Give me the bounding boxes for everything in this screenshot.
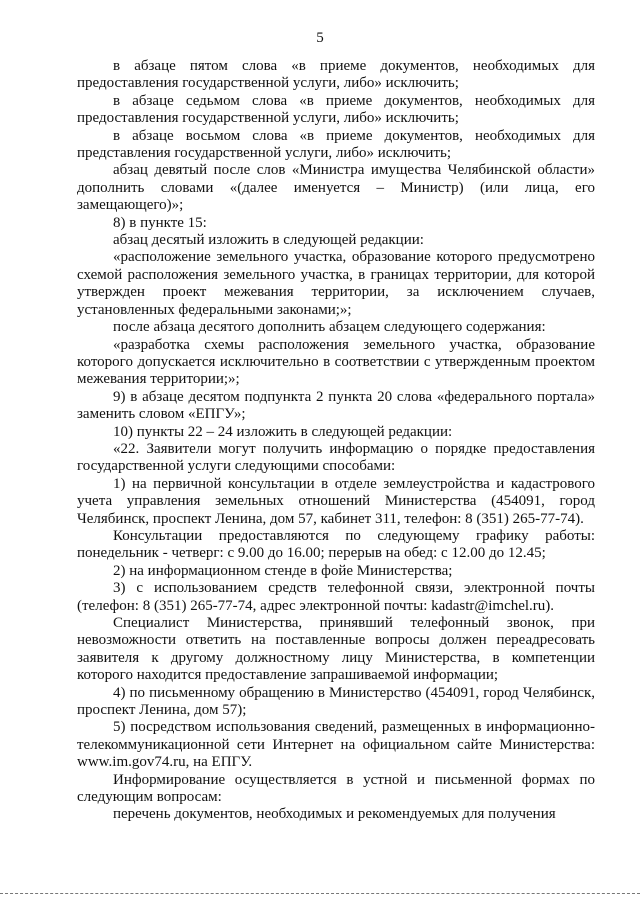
paragraph-6: абзац десятый изложить в следующей редакции:	[113, 232, 424, 249]
paragraph-21: перечень документов, необходимых и рекомендуемых для получения	[113, 806, 556, 823]
paragraph-7: «расположение земельного участка, образование которого предусмотрено схемой расположения земельного участка, в границах территории, для которой утвержден проект межевания территории, за исключением случаев, установленных федеральными законами;»;	[77, 249, 595, 318]
page-bottom-divider	[0, 893, 640, 894]
paragraph-8: после абзаца десятого дополнить абзацем следующего содержания:	[113, 319, 546, 336]
paragraph-14: Консультации предоставляются по следующему графику работы: понедельник - четверг: с 9.00 до 16.00; перерыв на обед: с 12.00 до 12.45;	[77, 527, 595, 562]
paragraph-12: «22. Заявители могут получить информацию о порядке предоставления государственной услуги следующими способами:	[77, 440, 595, 475]
paragraph-18: 4) по письменному обращению в Министерство (454091, город Челябинск, проспект Ленина, дом 57);	[77, 684, 595, 719]
paragraph-3: в абзаце восьмом слова «в приеме документов, необходимых для представления государственной услуги, либо» исключить;	[77, 127, 595, 162]
document-body	[77, 58, 595, 824]
page-number: 5	[316, 30, 324, 46]
paragraph-5: 8) в пункте 15:	[113, 214, 207, 231]
paragraph-9: «разработка схемы расположения земельного участка, образование которого допускается исключительно в соответствии с утвержденным проектом межевания территории;»;	[77, 336, 595, 388]
paragraph-2: в абзаце седьмом слова «в приеме документов, необходимых для предоставления государственной услуги, либо» исключить;	[77, 92, 595, 127]
paragraph-20: Информирование осуществляется в устной и письменной формах по следующим вопросам:	[77, 771, 595, 806]
paragraph-4: абзац девятый после слов «Министра имущества Челябинской области» дополнить словами «(далее именуется – Министр) (или лица, его замещающего)»;	[77, 162, 595, 214]
paragraph-19: 5) посредством использования сведений, размещенных в информационно-телекоммуникационной сети Интернет на официальном сайте Министерства: www.im.gov74.ru, на ЕПГУ.	[77, 719, 595, 771]
paragraph-15: 2) на информационном стенде в фойе Министерства;	[113, 562, 453, 579]
paragraph-11: 10) пункты 22 – 24 изложить в следующей редакции:	[113, 423, 453, 440]
paragraph-10: 9) в абзаце десятом подпункта 2 пункта 20 слова «федерального портала» заменить словом «ЕПГУ»;	[77, 388, 595, 423]
paragraph-17: Специалист Министерства, принявший телефонный звонок, при невозможности ответить на поставленные вопросы должен переадресовать заявителя к другому должностному лицу Министерства, в компетенции которого находится предоставление запрашиваемой информации;	[77, 615, 595, 684]
paragraph-16: 3) с использованием средств телефонной связи, электронной почты (телефон: 8 (351) 265-77-74, адрес электронной почты: kadastr@imchel.ru).	[77, 580, 595, 614]
paragraph-1: в абзаце пятом слова «в приеме документов, необходимых для предоставления государственной услуги, либо» исключить;	[77, 58, 595, 92]
paragraph-13: 1) на первичной консультации в отделе землеустройства и кадастрового учета управления земельных отношений Министерства (454091, город Челябинск, проспект Ленина, дом 57, кабинет 311, телефон: 8 (351) 265-77-74).	[77, 475, 595, 527]
